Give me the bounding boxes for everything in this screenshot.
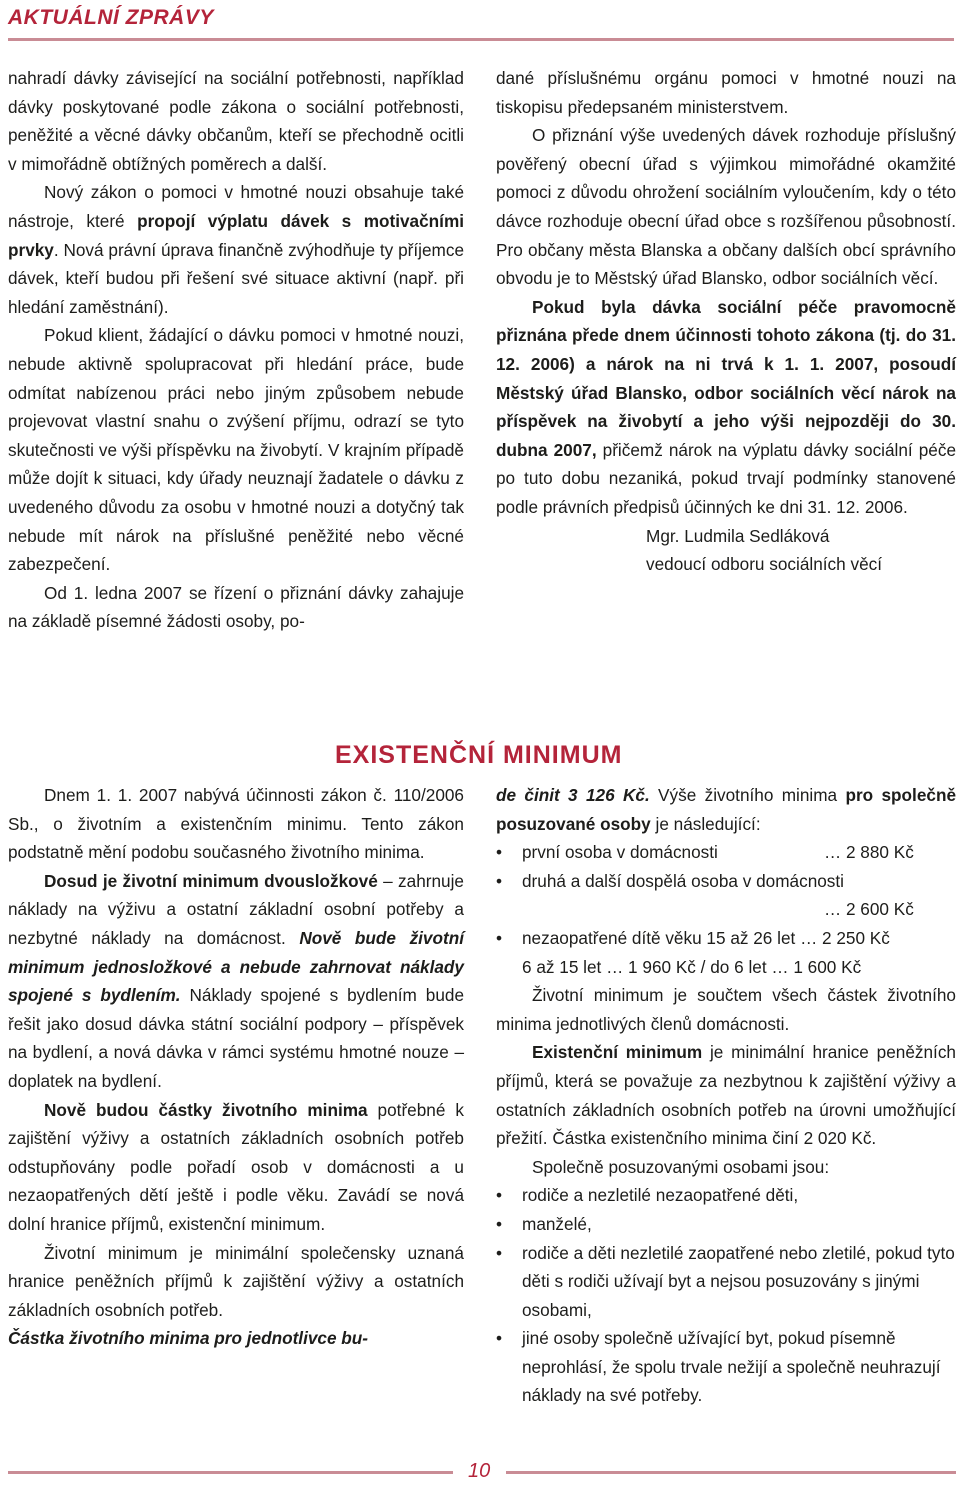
text-run-bold-italic: de činit 3 126 Kč. bbox=[496, 785, 650, 805]
text-run: . Nová právní úprava finančně zvýhodňuje ty příjemce dávek, kteří budou při řešení své situace aktivní (např. při hledání zaměstnání). bbox=[8, 239, 464, 317]
text-run-bold: Nově budou částky životního minima bbox=[44, 1099, 368, 1120]
section-title: EXISTENČNÍ MINIMUM bbox=[335, 741, 623, 769]
paragraph bbox=[8, 867, 464, 1096]
amount-label: první osoba v domácnosti bbox=[522, 842, 718, 863]
footer-divider-left bbox=[8, 1471, 453, 1474]
text-run: Náklady spojené s bydlením bude řešit jako dosud dávka státní sociální podpory – příspěvek na bydlení, a nová dávka v rámci systému hmotné nouze – doplatek na bydlení. bbox=[8, 985, 465, 1091]
paragraph: Pokud klient, žádající o dávku pomoci v hmotné nouzi, nebude aktivně spolupracovat při hledání práce, bude odmítat nabízenou práci nebo jiným způsobem nebude projevovat vlastní snahu o zvýšení příjmu, odrazí se tyto skutečnosti ve výši příspěvku na živobytí. V krajním případě může dojít k situaci, kdy úřady neuznají žadatele o dávku z uvedeného důvodu za osobu v hmotné nouzi a dotyčný tak nebude mít nárok na příslušné peněžité nebo věcné zabezpečení. bbox=[8, 325, 464, 575]
text-run: – zahrnuje náklady na výživu a ostatní základní osobní potřeby a nezbytné náklady na domácnost. bbox=[8, 870, 464, 948]
paragraph: O přiznání výše uvedených dávek rozhoduje příslušný pověřený obecní úřad s výjimkou mimořádné okamžité pomoci z důvodu ohrožení sociálním vyloučením, kdy o této dávce rozhoduje obecní úřad obce s rozšířenou působností. Pro občany města Blanska a občany dalších obcí správního obvodu je to Městský úřad Blansko, odbor sociálních věcí. bbox=[496, 125, 956, 289]
amount-value: … 2 600 Kč bbox=[824, 899, 914, 920]
paragraph: Společně posuzovanými osobami jsou: bbox=[532, 1156, 830, 1177]
article-column-bottom-left bbox=[8, 781, 464, 1353]
paragraph bbox=[8, 1096, 464, 1239]
article-column-top-left bbox=[8, 64, 464, 636]
author-name: Mgr. Ludmila Sedláková bbox=[646, 525, 830, 546]
paragraph bbox=[496, 1038, 956, 1152]
paragraph: Životní minimum je minimální společensky uznaná hranice peněžních příjmů k zajištění výživy a ostatních základních osobních potřeb. bbox=[8, 1242, 464, 1320]
text-run-bold: Existenční minimum bbox=[532, 1042, 703, 1063]
amount-value: … 2 880 Kč bbox=[824, 842, 914, 863]
author-role: vedoucí odboru sociálních věcí bbox=[646, 554, 882, 575]
article-column-top-right bbox=[496, 64, 956, 579]
paragraph: dané příslušnému orgánu pomoci v hmotné nouzi na tiskopisu předepsaném ministerstvem. bbox=[496, 68, 956, 117]
text-run: je následující: bbox=[650, 813, 761, 834]
paragraph bbox=[8, 178, 464, 321]
page-number: 10 bbox=[468, 1460, 491, 1482]
text-run-bold: Dosud je životní minimum dvousložkové bbox=[44, 870, 378, 891]
text-run-bold: pro společně posuzované osoby bbox=[496, 785, 956, 834]
list-item: • manželé, bbox=[496, 1210, 956, 1239]
paragraph: Od 1. ledna 2007 se řízení o přiznání dávky zahajuje na základě písemné žádosti osoby, po- bbox=[8, 582, 464, 632]
list-item bbox=[496, 924, 956, 981]
list-item: • jiné osoby společně užívající byt, pokud písemně neprohlásí, že spolu trvale nežijí a společně neuhrazují náklady na své potřeby. bbox=[496, 1324, 956, 1410]
paragraph: Částka životního minima pro jednotlivce bu- bbox=[8, 1328, 369, 1349]
paragraph: Životní minimum je součtem všech částek životního minima jednotlivých členů domácnosti. bbox=[496, 985, 956, 1034]
article-column-bottom-right bbox=[496, 781, 956, 1410]
list-item: • rodiče a nezletilé nezaopatřené děti, bbox=[496, 1181, 956, 1210]
amount-label: druhá a další dospělá osoba v domácnosti bbox=[522, 870, 844, 891]
amount-label: nezaopatřené dítě věku 15 až 26 let … 2 250 Kč bbox=[522, 927, 890, 948]
joint-persons-list bbox=[496, 1181, 956, 1410]
text-run-bold-italic: Nově bude životní minimum jednosložkové a nebude zahrnovat náklady spojené s bydlením. bbox=[8, 927, 464, 1006]
minimum-amounts-list bbox=[496, 838, 956, 981]
paragraph: nahradí dávky závisející na sociální potřebnosti, například dávky poskytované podle zákona o sociální potřebnosti, peněžité a věcné dávky občanům, kteří se přechodně ocitli v mimořádně obtížných poměrech a další. bbox=[8, 68, 464, 174]
text-run: Výše životního minima bbox=[649, 785, 846, 805]
paragraph: Dnem 1. 1. 2007 nabývá účinnosti zákon č. 110/2006 Sb., o životním a existenčním minimu. Tento zákon podstatně mění podobu současného životního minima. bbox=[8, 785, 464, 863]
footer-divider-right bbox=[506, 1471, 956, 1474]
paragraph bbox=[496, 293, 956, 522]
list-item bbox=[496, 838, 956, 867]
paragraph bbox=[496, 781, 956, 838]
amount-label: 6 až 15 let … 1 960 Kč / do 6 let … 1 600 Kč bbox=[522, 956, 862, 977]
text-run-bold: propojí výplatu dávek s motivačními prvky bbox=[8, 210, 464, 260]
text-run-bold: Pokud byla dávka sociální péče pravomocně přiznána přede dnem účinnosti tohoto zákona (tj. do 31. 12. 2006) a nárok na ni trvá k 1. 1. 2007, posoudí Městský úřad Blansko, odbor sociálních věcí nárok na příspěvek na živobytí a jeho výši nejpozději do 30. dubna 2007, bbox=[496, 296, 956, 460]
list-item: • rodiče a děti nezletilé zaopatřené nebo zletilé, pokud tyto děti s rodiči užívají byt a nejsou posuzovány s jinými osobami, bbox=[496, 1239, 956, 1325]
text-run: potřebné k zajištění výživy a ostatních základních osobních potřeb odstupňovány podle pořadí osob v domácnosti a u nezaopatřených dětí ještě i podle věku. Zavádí se nová dolní hranice příjmů, existenční minimum. bbox=[8, 1099, 464, 1234]
header-divider bbox=[8, 38, 954, 41]
text-run: je minimální hranice peněžních příjmů, která se považuje za nezbytnou k zajištění výživy a ostatních základních osobních potřeb na úrovni umožňující přežití. Částka existenčního minima činí 2 020 Kč. bbox=[496, 1042, 956, 1149]
text-run: přičemž nárok na výplatu dávky sociální péče po tuto dobu nezaniká, pokud trvají podmínky stanovené podle právních předpisů účinných ke dni 31. 12. 2006. bbox=[496, 439, 957, 517]
section-header: AKTUÁLNÍ ZPRÁVY bbox=[8, 6, 214, 29]
list-item bbox=[496, 867, 956, 924]
text-run: Nový zákon o pomoci v hmotné nouzi obsahuje také nástroje, které bbox=[8, 182, 464, 231]
